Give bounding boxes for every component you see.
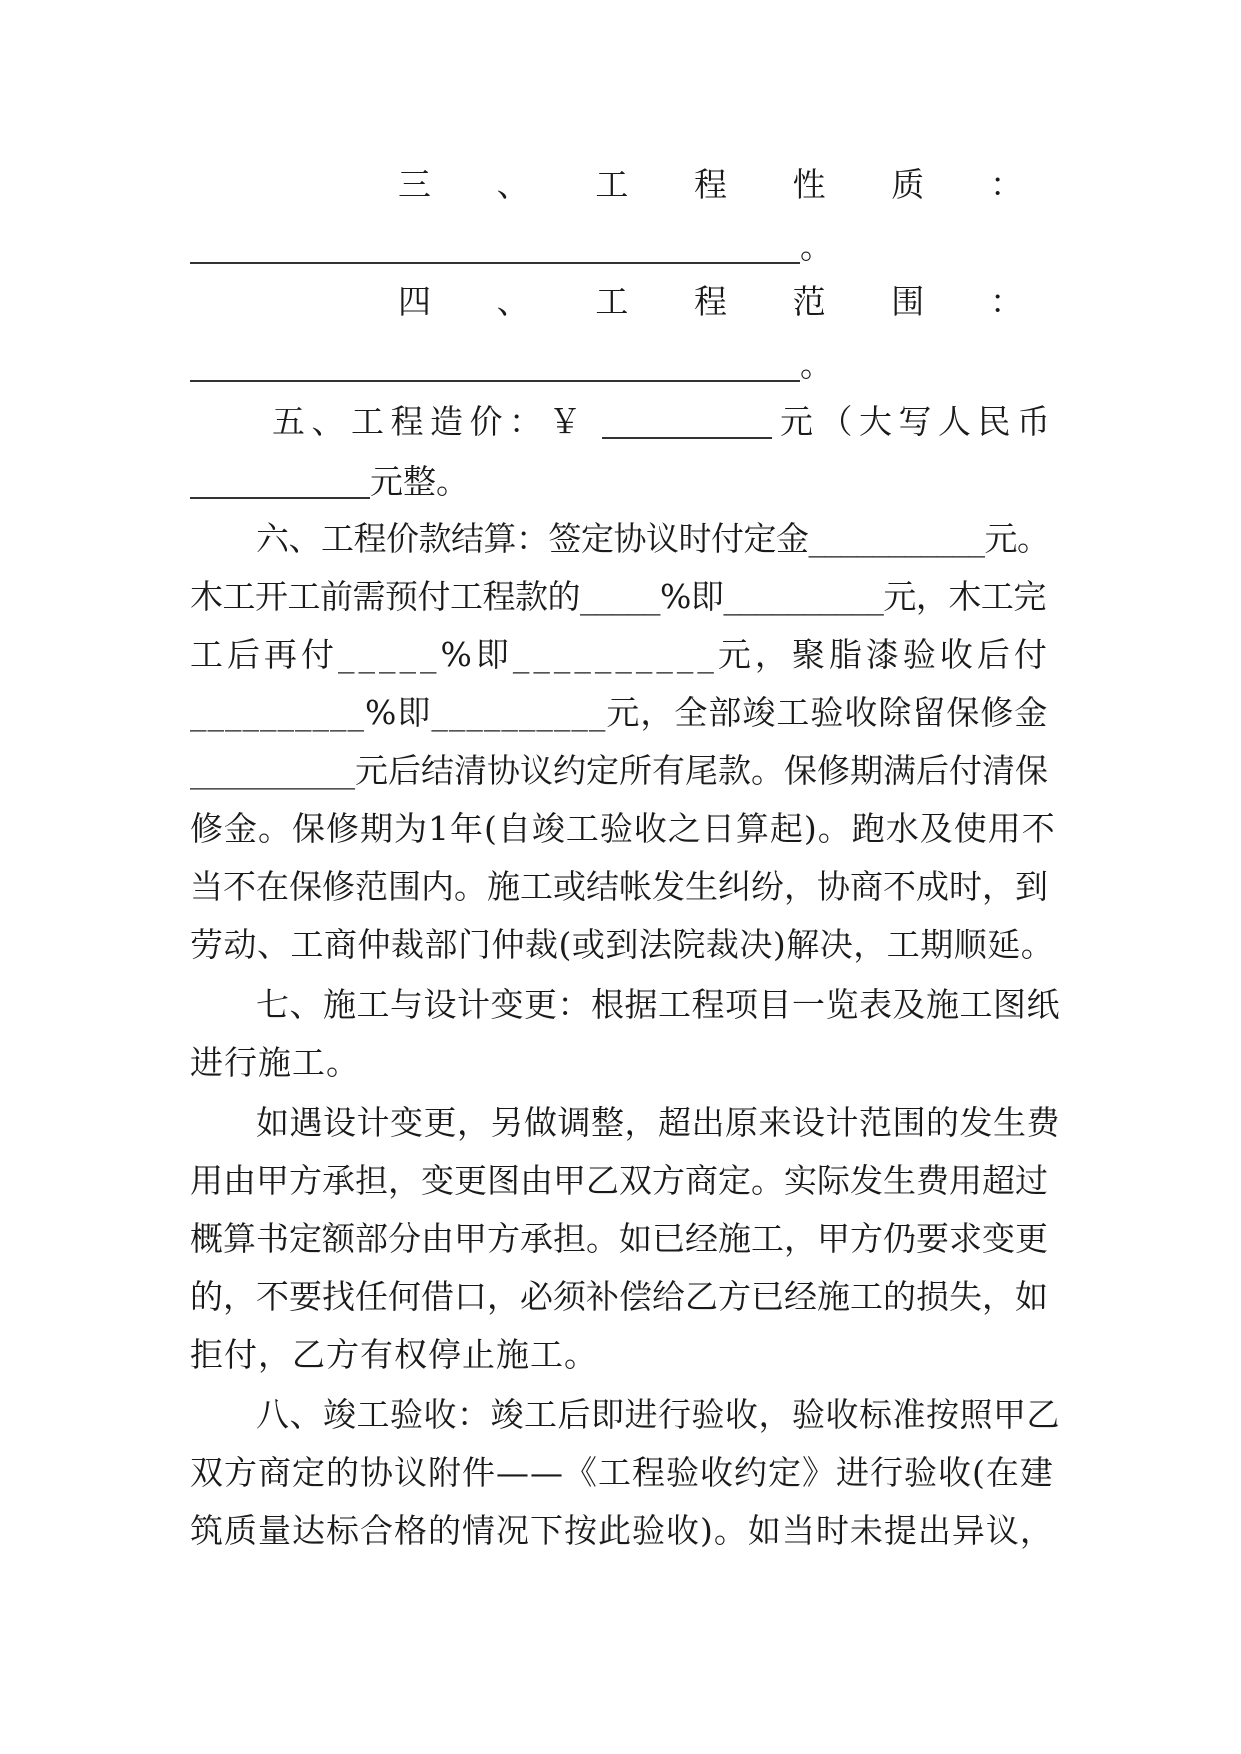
- section-7-line: 七、施工与设计变更：根据工程项目一览表及施工图纸: [256, 985, 1060, 1024]
- section-7b-line: 如遇设计变更，另做调整，超出原来设计范围的发生费: [256, 1103, 1060, 1142]
- section-4-heading: [398, 282, 1023, 321]
- section-4-char: 、: [496, 282, 530, 321]
- section-4-char: ：: [989, 282, 1023, 321]
- section-6-line: 木工开工前需预付工程款的_____%即__________元，木工完: [190, 577, 1046, 616]
- period: 。: [800, 227, 833, 266]
- section-4-char: 四: [398, 282, 431, 321]
- section-3-char: 质: [891, 165, 925, 204]
- section-5-mid: 元（大写人民币: [780, 402, 1057, 441]
- section-3-char: 、: [496, 165, 530, 204]
- section-6-line: 劳动、工商仲裁部门仲裁(或到法院裁决)解决，工期顺延。: [190, 925, 1055, 964]
- section-7b-line: 用由甲方承担，变更图由甲乙双方商定。实际发生费用超过: [190, 1161, 1048, 1200]
- section-8-line: 八、竣工验收：竣工后即进行验收，验收标准按照甲乙: [256, 1395, 1060, 1434]
- section-7-line: 进行施工。: [190, 1043, 360, 1082]
- section-4-char: 程: [693, 282, 727, 321]
- section-6-line: 工后再付_____%即__________元，聚脂漆验收后付: [190, 635, 1051, 674]
- section-6-line: 修金。保修期为1年(自竣工验收之日算起)。跑水及使用不: [190, 809, 1056, 848]
- section-7b-line: 概算书定额部分由甲方承担。如已经施工，甲方仍要求变更: [190, 1219, 1048, 1258]
- section-6-line: __________元后结清协议约定所有尾款。保修期满后付清保: [190, 751, 1048, 790]
- section-6-line: 当不在保修范围内。施工或结帐发生纠纷，协商不成时，到: [190, 867, 1048, 906]
- section-3-char: 程: [693, 165, 727, 204]
- period: 。: [800, 345, 833, 384]
- section-3-heading: [398, 165, 1023, 204]
- section-7b-line: 的，不要找任何借口，必须补偿给乙方已经施工的损失，如: [190, 1277, 1048, 1316]
- section-5-line-1: [272, 402, 1057, 441]
- section-5-line-2: [190, 462, 469, 501]
- fill-blank: [190, 467, 370, 499]
- section-3-char: ：: [989, 165, 1023, 204]
- section-4-char: 范: [792, 282, 826, 321]
- section-6-line: __________%即__________元，全部竣工验收除留保修金: [190, 693, 1049, 732]
- section-4-char: 工: [595, 282, 629, 321]
- section-8-line: 双方商定的协议附件——《工程验收约定》进行验收(在建: [190, 1453, 1054, 1492]
- section-7b-line: 拒付，乙方有权停止施工。: [190, 1335, 598, 1374]
- fill-blank: [190, 232, 800, 264]
- section-3-char: 三: [398, 165, 431, 204]
- section-4-blank-line: [190, 345, 833, 384]
- section-6-line: 六、工程价款结算：签定协议时付定金___________元。: [256, 519, 1050, 558]
- section-3-blank-line: [190, 227, 833, 266]
- section-3-char: 工: [595, 165, 629, 204]
- section-8-line: 筑质量达标合格的情况下按此验收)。如当时未提出异议，: [190, 1511, 1054, 1550]
- fill-blank: [602, 407, 772, 439]
- section-3-char: 性: [792, 165, 826, 204]
- section-4-char: 围: [891, 282, 925, 321]
- section-5-end: 元整。: [370, 462, 469, 501]
- fill-blank: [190, 350, 800, 382]
- section-5-label: 五、工程造价：￥: [272, 402, 588, 441]
